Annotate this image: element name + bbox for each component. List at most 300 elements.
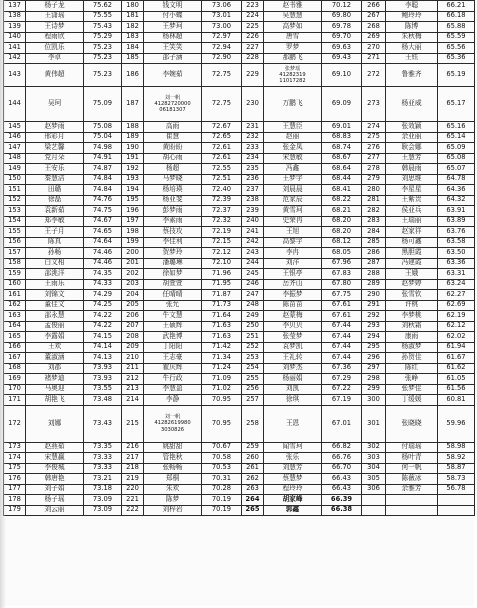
rank-cell: 144 (4, 87, 26, 122)
table-row (4, 384, 475, 395)
table-row (4, 164, 475, 175)
name-cell: 胡家峰 (264, 495, 322, 506)
table-row (4, 484, 475, 495)
score-cell: 68.20 (322, 227, 362, 238)
name-cell: 罗梦 (264, 43, 322, 54)
score-cell: 75.62 (84, 1, 122, 12)
score-cell: 75.55 (84, 11, 122, 22)
table-row (4, 363, 475, 374)
name-cell: 王梦珂 (144, 22, 202, 33)
name-cell: 余雅芳 (386, 484, 438, 495)
score-cell: 71.96 (202, 269, 242, 280)
name-cell: 杨丽娟 (264, 374, 322, 385)
rank-cell: 284 (362, 227, 386, 238)
score-cell: 69.80 (322, 11, 362, 22)
rank-cell: 282 (362, 206, 386, 217)
name-cell: 刘梦杰 (264, 363, 322, 374)
rank-cell: 151 (4, 185, 26, 196)
score-cell: 70.67 (202, 442, 242, 453)
score-cell: 66.18 (438, 11, 475, 22)
rank-cell: 219 (122, 474, 144, 485)
table-row (4, 405, 475, 442)
score-cell: 67.44 (322, 321, 362, 332)
name-cell: 杨亚斐 (144, 195, 202, 206)
rank-cell: 253 (242, 353, 264, 364)
name-cell: 万鹏飞 (264, 87, 322, 122)
score-cell: 58.87 (438, 463, 475, 474)
rank-cell: 300 (362, 395, 386, 406)
score-cell: 69.78 (322, 22, 362, 33)
rank-cell: 199 (122, 237, 144, 248)
score-cell: 67.29 (322, 374, 362, 385)
name-cell: 刘郡 (26, 363, 84, 374)
rank-cell: 153 (4, 206, 26, 217)
score-cell: 74.64 (84, 237, 122, 248)
name-cell: 黄雪珂 (264, 206, 322, 217)
rank-cell: 251 (242, 332, 264, 343)
rank-cell: 198 (122, 227, 144, 238)
score-cell: 61.94 (438, 342, 475, 353)
name-cell: 李静 (144, 395, 202, 406)
rank-cell: 195 (122, 195, 144, 206)
table-row (4, 279, 475, 290)
score-cell (438, 495, 475, 506)
rank-cell: 171 (4, 395, 26, 406)
name-cell: 胡艳飞 (26, 395, 84, 406)
table-row (4, 216, 475, 227)
table-row (4, 463, 475, 474)
name-cell: 王硕辉 (144, 321, 202, 332)
table-row (4, 342, 475, 353)
name-cell: 刘娜 (26, 405, 84, 442)
rank-cell: 163 (4, 311, 26, 322)
name-cell: 王钰 (386, 53, 438, 64)
name-cell: 张梦佳 (386, 384, 438, 395)
score-cell: 72.75 (202, 87, 242, 122)
name-cell: 黄盼盼 (144, 143, 202, 154)
score-cell: 72.90 (202, 53, 242, 64)
table-row (4, 453, 475, 464)
score-cell: 71.63 (202, 321, 242, 332)
name-cell: 朱欢 (144, 484, 202, 495)
table-row (4, 153, 475, 164)
table-row (4, 206, 475, 217)
name-cell: 张允 (144, 300, 202, 311)
rank-cell: 269 (362, 32, 386, 43)
score-cell: 58.73 (438, 474, 475, 485)
rank-cell: 270 (362, 43, 386, 54)
table-row (4, 143, 475, 154)
score-cell: 66.76 (322, 453, 362, 464)
name-cell (386, 505, 438, 516)
table-row (4, 332, 475, 343)
name-cell: 杨子龙 (26, 1, 84, 12)
score-cell: 68.22 (322, 195, 362, 206)
score-cell: 72.97 (202, 32, 242, 43)
name-cell: 侯亚兵 (386, 206, 438, 217)
name-cell: 宋慧赢 (26, 453, 84, 464)
rank-cell: 197 (122, 216, 144, 227)
score-cell: 73.06 (202, 1, 242, 12)
rank-cell: 288 (362, 269, 386, 280)
rank-cell: 157 (4, 248, 26, 259)
name-cell: 王子月 (26, 227, 84, 238)
name-cell: 杨淑梦 (386, 342, 438, 353)
score-cell: 63.91 (438, 206, 475, 217)
score-cell: 75.09 (84, 87, 122, 122)
rank-cell: 190 (122, 143, 144, 154)
rank-cell: 262 (242, 474, 264, 485)
score-cell: 73.21 (84, 474, 122, 485)
rank-cell: 228 (242, 53, 264, 64)
rank-cell: 210 (122, 353, 144, 364)
score-cell: 72.67 (202, 122, 242, 133)
rank-cell: 141 (4, 43, 26, 54)
score-cell: 65.36 (438, 53, 475, 64)
name-cell: 陈红 (386, 363, 438, 374)
score-cell: 70.28 (202, 484, 242, 495)
name-cell: 王慧臣 (264, 122, 322, 133)
name-cell: 冯鑫 (264, 164, 322, 175)
rank-cell: 276 (362, 143, 386, 154)
name-cell: 鲁雅齐 (386, 64, 438, 87)
name-cell: 李俊城 (26, 463, 84, 474)
rank-cell: 291 (362, 300, 386, 311)
score-cell: 74.67 (84, 216, 122, 227)
name-cell: 刘一帆 41282619980 3030826 (144, 405, 202, 442)
name-cell: 牛行政 (144, 374, 202, 385)
score-cell: 72.10 (202, 258, 242, 269)
score-cell: 68.05 (322, 248, 362, 259)
rank-cell: 286 (362, 248, 386, 259)
rank-cell: 243 (242, 248, 264, 259)
name-cell: 赵蒙梅 (264, 311, 322, 322)
rank-cell: 274 (362, 122, 386, 133)
table-row (4, 290, 475, 301)
rank-cell (362, 495, 386, 506)
score-cell: 74.33 (84, 279, 122, 290)
name-cell: 王银亭 (264, 269, 322, 280)
score-cell: 67.80 (322, 279, 362, 290)
score-ranking-sheet (3, 0, 474, 606)
rank-cell: 193 (122, 174, 144, 185)
score-cell: 61.62 (438, 363, 475, 374)
table-row (4, 269, 475, 280)
rank-cell: 265 (242, 505, 264, 516)
table-row (4, 237, 475, 248)
rank-cell: 205 (122, 300, 144, 311)
score-cell: 74.14 (84, 342, 122, 353)
name-cell: 韩唐艳 (26, 474, 84, 485)
rank-cell: 168 (4, 363, 26, 374)
rank-cell: 209 (122, 342, 144, 353)
rank-cell: 247 (242, 290, 264, 301)
score-cell: 70.58 (202, 453, 242, 464)
name-cell: 李贝贝 (264, 321, 322, 332)
score-cell: 69.63 (322, 43, 362, 54)
score-cell: 72.15 (202, 237, 242, 248)
name-cell: 李佳利 (144, 237, 202, 248)
name-cell: 徐磊 (26, 195, 84, 206)
table-row (4, 374, 475, 385)
score-cell: 63.50 (438, 248, 475, 259)
rank-cell: 160 (4, 279, 26, 290)
score-cell: 73.33 (84, 453, 122, 464)
rank-cell: 194 (122, 185, 144, 196)
rank-cell: 189 (122, 132, 144, 143)
name-cell: 赵梦婷 (386, 279, 438, 290)
rank-cell: 249 (242, 311, 264, 322)
name-cell: 高雨 (144, 122, 202, 133)
rank-cell: 170 (4, 384, 26, 395)
rank-cell: 139 (4, 22, 26, 33)
rank-cell: 281 (362, 195, 386, 206)
score-cell: 63.89 (438, 216, 475, 227)
rank-cell: 264 (242, 495, 264, 506)
rank-cell: 182 (122, 22, 144, 33)
score-cell: 68.41 (322, 185, 362, 196)
name-cell: 康雨 (386, 332, 438, 343)
rank-cell: 275 (362, 132, 386, 143)
name-cell: 陈真 (26, 237, 84, 248)
score-cell: 74.46 (84, 258, 122, 269)
score-cell: 71.24 (202, 363, 242, 374)
rank-cell: 215 (122, 405, 144, 442)
score-cell: 71.42 (202, 342, 242, 353)
table-row (4, 22, 475, 33)
rank-cell: 250 (242, 321, 264, 332)
name-cell: 王雨乐 (26, 279, 84, 290)
rank-cell: 184 (122, 43, 144, 54)
score-cell: 74.84 (84, 174, 122, 185)
name-cell: 李卓 (26, 53, 84, 64)
name-cell: 冯建霞 (386, 258, 438, 269)
name-cell: 张乐 (264, 453, 322, 464)
rank-cell: 292 (362, 311, 386, 322)
name-cell: 李露娟 (26, 332, 84, 343)
name-cell: 王诗梦 (26, 22, 84, 33)
score-cell: 63.31 (438, 269, 475, 280)
score-cell: 65.59 (438, 32, 475, 43)
name-cell: 张梦瑶 41282319 11017282 (264, 64, 322, 87)
score-cell: 64.78 (438, 174, 475, 185)
rank-cell: 229 (242, 64, 264, 87)
name-cell: 邵子涵 (144, 53, 202, 64)
name-cell: 王恩 (264, 405, 322, 442)
score-cell: 72.61 (202, 143, 242, 154)
rank-cell: 137 (4, 1, 26, 12)
name-cell: 张雪钦 (386, 290, 438, 301)
name-cell: 王欢 (26, 342, 84, 353)
rank-cell: 173 (4, 442, 26, 453)
score-cell: 61.67 (438, 353, 475, 364)
score-cell: 72.40 (202, 185, 242, 196)
score-cell: 63.24 (438, 279, 475, 290)
score-cell: 73.43 (84, 405, 122, 442)
score-cell: 62.27 (438, 290, 475, 301)
ranking-table (3, 0, 475, 516)
name-cell: 张畅畅 (144, 463, 202, 474)
score-cell: 73.93 (84, 374, 122, 385)
score-cell: 75.08 (84, 122, 122, 133)
name-cell: 张效颖 (386, 122, 438, 133)
name-cell: 张峥 (386, 374, 438, 385)
score-cell: 67.22 (322, 384, 362, 395)
page-edge-shadow (0, 0, 6, 608)
name-cell: 程雨欣 (26, 32, 84, 43)
name-cell: 王旭 (264, 227, 322, 238)
rank-cell: 285 (362, 237, 386, 248)
rank-cell: 238 (242, 195, 264, 206)
table-row (4, 122, 475, 133)
score-cell: 67.83 (322, 269, 362, 280)
rank-cell: 201 (122, 258, 144, 269)
name-cell: 高黎宇 (264, 237, 322, 248)
score-cell: 68.21 (322, 206, 362, 217)
name-cell: 丁阳阳 (144, 342, 202, 353)
name-cell: 黑胆霞 (386, 248, 438, 259)
score-cell: 64.36 (438, 185, 475, 196)
name-cell: 岳齐山 (264, 279, 322, 290)
rank-cell: 297 (362, 363, 386, 374)
score-cell: 65.07 (438, 164, 475, 175)
score-cell: 68.74 (322, 143, 362, 154)
score-cell: 72.75 (202, 64, 242, 87)
rank-cell: 208 (122, 332, 144, 343)
rank-cell: 176 (4, 474, 26, 485)
rank-cell: 165 (4, 332, 26, 343)
rank-cell: 246 (242, 279, 264, 290)
score-cell: 65.16 (438, 122, 475, 133)
rank-cell: 200 (122, 248, 144, 259)
name-cell: 孙贺佳 (386, 353, 438, 364)
name-cell: 杨可鑫 (386, 237, 438, 248)
name-cell: 付瑞瑶 (386, 442, 438, 453)
name-cell: 王志豪 (144, 353, 202, 364)
score-cell: 71.64 (202, 311, 242, 322)
rank-cell: 279 (362, 174, 386, 185)
name-cell: 陈梦 (144, 495, 202, 506)
name-cell: 吴珂 (26, 87, 84, 122)
rank-cell: 162 (4, 300, 26, 311)
name-cell: 王礼转 (264, 353, 322, 364)
score-cell: 71.02 (202, 384, 242, 395)
score-cell: 63.58 (438, 237, 475, 248)
name-cell: 武艳博 (144, 332, 202, 343)
rank-cell: 280 (362, 185, 386, 196)
rank-cell: 301 (362, 405, 386, 442)
name-cell (386, 495, 438, 506)
name-cell: 刘一帆 41282720000 06181307 (144, 87, 202, 122)
name-cell: 李素雨 (144, 216, 202, 227)
name-cell: 郑桐 (144, 474, 202, 485)
score-cell: 66.38 (322, 505, 362, 516)
name-cell: 徐如梦 (144, 269, 202, 280)
rank-cell: 204 (122, 290, 144, 301)
name-cell: 蔡技攻 (144, 227, 202, 238)
table-row (4, 87, 475, 122)
rank-cell: 268 (362, 22, 386, 33)
score-cell: 71.34 (202, 353, 242, 364)
name-cell: 白文相 (26, 258, 84, 269)
rank-cell: 155 (4, 227, 26, 238)
score-cell: 75.23 (84, 43, 122, 54)
name-cell: 王潇瑶 (26, 11, 84, 22)
rank-cell: 169 (4, 374, 26, 385)
rank-cell: 211 (122, 363, 144, 374)
name-cell: 王安乐 (26, 164, 84, 175)
rank-cell: 266 (362, 1, 386, 12)
score-cell: 70.95 (202, 405, 242, 442)
name-cell: 杨子瑶 (26, 495, 84, 506)
rank-cell: 187 (122, 87, 144, 122)
score-cell: 72.39 (202, 195, 242, 206)
score-cell: 69.09 (322, 87, 362, 122)
rank-cell: 175 (4, 463, 26, 474)
table-row (4, 53, 475, 64)
rank-cell: 296 (362, 353, 386, 364)
name-cell: 徐琪 (264, 395, 322, 406)
name-cell: 耿会娜 (386, 143, 438, 154)
name-cell: 党月朵 (26, 153, 84, 164)
name-cell: 秦慧洁 (26, 174, 84, 185)
score-cell: 61.56 (438, 384, 475, 395)
rank-cell: 235 (242, 164, 264, 175)
name-cell: 崔慧 (144, 132, 202, 143)
rank-cell: 302 (362, 442, 386, 453)
score-cell: 59.96 (438, 405, 475, 442)
rank-cell: 158 (4, 258, 26, 269)
name-cell: 马奥迎 (26, 384, 84, 395)
name-cell: 杨叶青 (386, 453, 438, 464)
name-cell: 李梦桃 (386, 311, 438, 322)
rank-cell: 258 (242, 405, 264, 442)
rank-cell: 295 (362, 342, 386, 353)
score-cell: 74.13 (84, 353, 122, 364)
name-cell: 李慧盈 (144, 384, 202, 395)
name-cell: 闻雪珂 (264, 442, 322, 453)
name-cell: 陈薇冰 (386, 474, 438, 485)
name-cell: 马梦晓 (144, 174, 202, 185)
score-cell: 65.09 (438, 143, 475, 154)
name-cell: 郑李敏 (26, 216, 84, 227)
name-cell: 许桃 (386, 300, 438, 311)
rank-cell: 289 (362, 279, 386, 290)
score-cell: 66.43 (322, 484, 362, 495)
rank-cell: 214 (122, 395, 144, 406)
rank-cell: 299 (362, 384, 386, 395)
score-cell: 69.70 (322, 32, 362, 43)
score-cell: 73.01 (202, 11, 242, 22)
name-cell: 黄伟超 (26, 64, 84, 87)
table-row (4, 505, 475, 516)
rank-cell: 222 (122, 505, 144, 516)
score-cell: 56.78 (438, 484, 475, 495)
rank-cell: 261 (242, 463, 264, 474)
name-cell: 高梦如 (264, 22, 322, 33)
name-cell: 刘锦文 (26, 290, 84, 301)
table-row (4, 227, 475, 238)
rank-cell: 239 (242, 206, 264, 217)
rank-cell: 236 (242, 174, 264, 185)
rank-cell: 225 (242, 22, 264, 33)
name-cell: 李冉 (264, 248, 322, 259)
rank-cell (362, 505, 386, 516)
rank-cell: 273 (362, 87, 386, 122)
score-cell: 66.82 (322, 442, 362, 453)
name-cell: 董淑涵 (26, 353, 84, 364)
score-cell: 65.14 (438, 132, 475, 143)
